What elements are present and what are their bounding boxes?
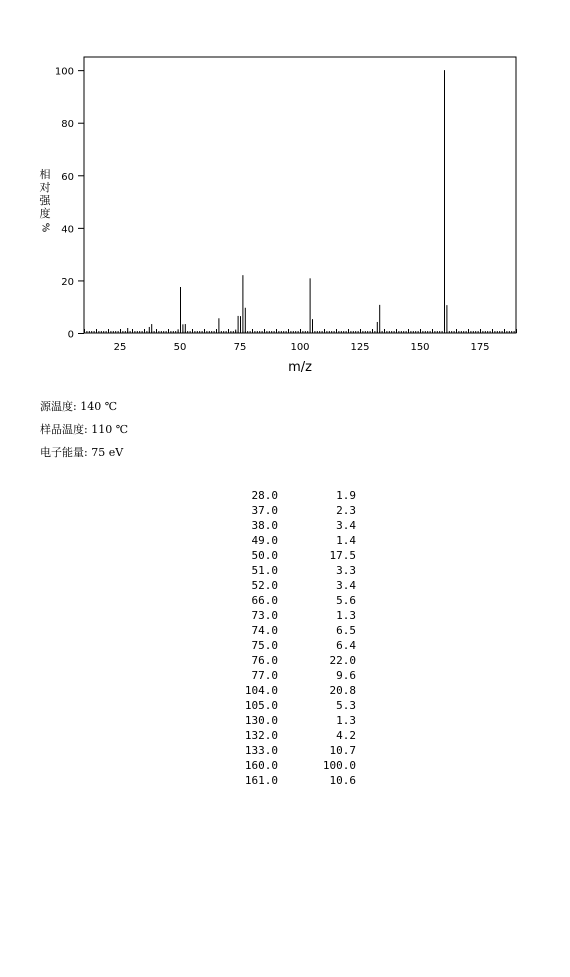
table-row <box>220 548 356 563</box>
param-value: 75 eV <box>91 446 124 459</box>
table-row <box>220 698 356 713</box>
peak-intensity-value: 3.4 <box>336 579 356 592</box>
param-label: 源温度: <box>40 400 77 413</box>
peak-mz-value: 130.0 <box>244 714 278 727</box>
param-value: 110 ℃ <box>91 423 129 436</box>
peak-intensity-value: 10.7 <box>329 744 356 757</box>
peak-intensity-value: 100.0 <box>322 759 356 772</box>
peak-mz-value: 161.0 <box>244 774 278 787</box>
table-row <box>220 713 356 728</box>
table-row <box>220 758 356 773</box>
table-row <box>220 608 356 623</box>
peak-intensity-value: 4.2 <box>336 729 356 742</box>
table-row <box>220 488 356 503</box>
y-label-char: 度 <box>39 207 51 220</box>
peak-intensity-value: 1.9 <box>336 489 356 502</box>
peak-intensity-value: 17.5 <box>329 549 356 562</box>
table-row <box>220 668 356 683</box>
peak-intensity-value: 1.3 <box>336 609 356 622</box>
peak-mz-value: 133.0 <box>244 744 278 757</box>
y-axis-label <box>38 168 52 234</box>
peak-intensity-value: 2.3 <box>336 504 356 517</box>
peak-intensity-value: 3.4 <box>336 519 356 532</box>
peak-mz-value: 160.0 <box>244 759 278 772</box>
peak-mz-value: 105.0 <box>244 699 278 712</box>
peak-intensity-value: 9.6 <box>336 669 356 682</box>
x-tick-label: 100 <box>290 342 310 353</box>
param-source-temperature <box>40 395 128 418</box>
peak-intensity-value: 20.8 <box>329 684 356 697</box>
peak-mz-value: 38.0 <box>251 519 278 532</box>
table-row <box>220 518 356 533</box>
peak-mz-value: 49.0 <box>251 534 278 547</box>
y-tick-label: 60 <box>61 171 74 183</box>
param-value: 140 ℃ <box>80 400 118 413</box>
x-axis-label: m/z <box>288 360 312 375</box>
table-row <box>220 653 356 668</box>
table-row <box>220 563 356 578</box>
peak-mz-value: 28.0 <box>251 489 278 502</box>
param-sample-temperature <box>40 418 128 441</box>
table-row <box>220 683 356 698</box>
peak-mz-value: 73.0 <box>251 609 278 622</box>
param-label: 样品温度: <box>40 423 88 436</box>
plot-frame <box>84 57 516 333</box>
peak-intensity-value: 22.0 <box>329 654 356 667</box>
y-tick-label: 20 <box>61 276 74 288</box>
param-label: 电子能量: <box>40 446 88 459</box>
y-tick-label: 40 <box>61 224 74 236</box>
x-tick-label: 25 <box>113 342 127 353</box>
x-tick-label: 150 <box>410 342 430 353</box>
x-tick-label: 175 <box>470 342 490 353</box>
y-tick-label: 100 <box>54 66 74 78</box>
x-tick-label: 50 <box>173 342 187 353</box>
peak-mz-value: 75.0 <box>251 639 278 652</box>
y-tick-label: 0 <box>67 329 74 341</box>
peak-intensity-value: 5.6 <box>336 594 356 607</box>
table-row <box>220 743 356 758</box>
y-ticks <box>55 67 84 341</box>
peak-mz-value: 74.0 <box>251 624 278 637</box>
table-row <box>220 728 356 743</box>
peak-intensity-value: 10.6 <box>329 774 356 787</box>
table-row <box>220 593 356 608</box>
peak-mz-value: 132.0 <box>244 729 278 742</box>
peak-mz-value: 37.0 <box>251 504 278 517</box>
peak-mz-value: 66.0 <box>251 594 278 607</box>
experiment-parameters <box>40 395 128 464</box>
y-label-char: 相 <box>39 168 51 181</box>
table-row <box>220 578 356 593</box>
table-row <box>220 503 356 518</box>
y-tick-label: 80 <box>61 119 74 131</box>
peak-bars <box>128 70 447 333</box>
peak-list-table <box>220 488 356 788</box>
table-row <box>220 638 356 653</box>
x-tick-label: 75 <box>233 342 247 353</box>
table-row <box>220 623 356 638</box>
x-tick-label: 125 <box>350 342 370 353</box>
peak-intensity-value: 3.3 <box>336 564 356 577</box>
peak-mz-value: 104.0 <box>244 684 278 697</box>
peak-intensity-value: 5.3 <box>336 699 356 712</box>
peak-intensity-value: 1.3 <box>336 714 356 727</box>
param-electron-energy <box>40 441 128 464</box>
peak-mz-value: 77.0 <box>251 669 278 682</box>
table-row <box>220 533 356 548</box>
peak-mz-value: 51.0 <box>251 564 278 577</box>
y-label-char: 强 <box>39 194 51 207</box>
table-row <box>220 773 356 788</box>
y-label-char: 对 <box>39 181 51 194</box>
peak-intensity-value: 1.4 <box>336 534 356 547</box>
peak-mz-value: 76.0 <box>251 654 278 667</box>
peak-mz-value: 50.0 <box>251 549 278 562</box>
mass-spectrum-chart <box>0 0 570 380</box>
y-label-unit: % <box>39 222 51 233</box>
peak-mz-value: 52.0 <box>251 579 278 592</box>
peak-intensity-value: 6.5 <box>336 624 356 637</box>
peak-intensity-value: 6.4 <box>336 639 356 652</box>
